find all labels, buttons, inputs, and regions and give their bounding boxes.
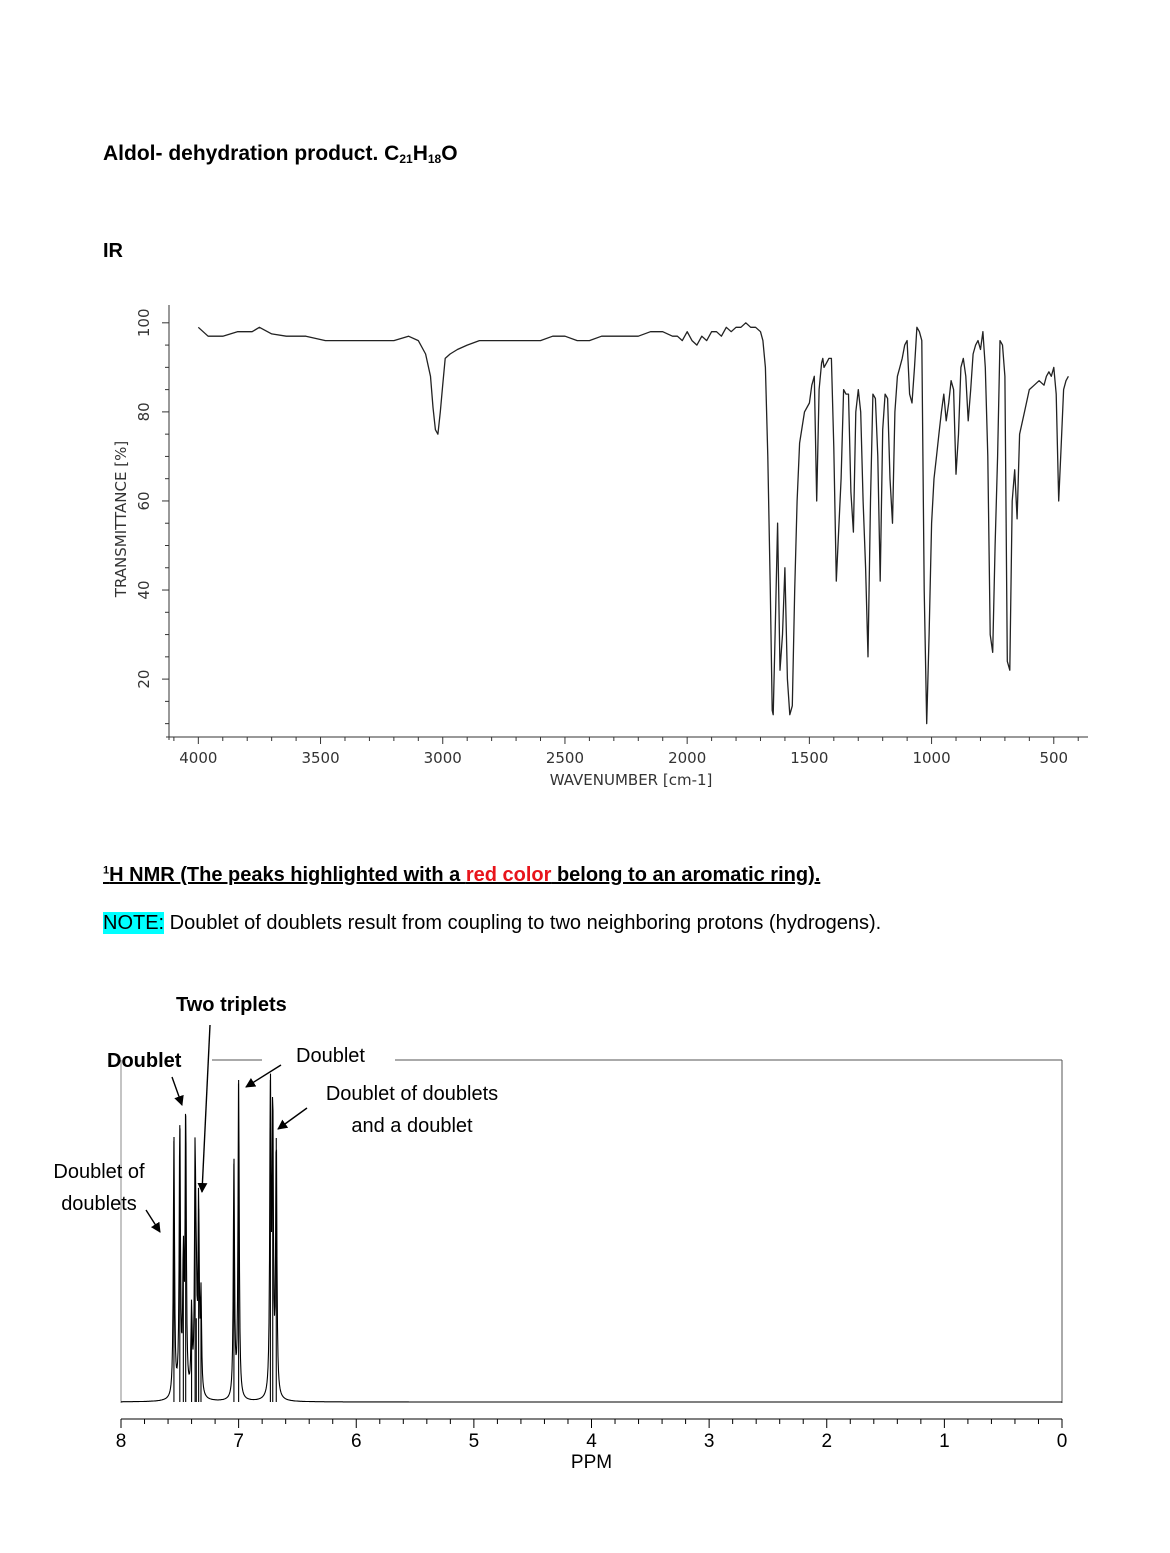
ir-y-tick-label: 40 <box>135 580 153 600</box>
arrow-doublet-of-doublets <box>146 1210 160 1232</box>
nmr-heading-red: red color <box>465 864 552 886</box>
nmr-x-tick-label: 4 <box>586 1431 597 1452</box>
nmr-heading-pre: H NMR (The peaks highlighted with a <box>109 864 466 886</box>
nmr-spectrum-line <box>121 1074 1062 1402</box>
ir-y-tick-label: 80 <box>135 402 153 422</box>
nmr-x-tick-label: 0 <box>1056 1431 1068 1452</box>
nmr-x-tick-label: 8 <box>115 1431 127 1452</box>
ir-heading: IR <box>103 240 123 262</box>
annotation-doublet-of-doublets-line2: doublets <box>61 1193 137 1215</box>
annotation-doublet-red: Doublet <box>107 1050 182 1072</box>
title-text: Aldol- dehydration product. C <box>103 142 400 165</box>
nmr-x-tick-label: 3 <box>703 1431 715 1452</box>
ir-x-tick-label: 4000 <box>179 749 218 767</box>
nmr-x-tick-label: 5 <box>468 1431 480 1452</box>
ir-y-tick-label: 100 <box>135 308 153 338</box>
nmr-x-label: PPM <box>570 1452 613 1473</box>
nmr-heading-post: belong to an aromatic ring). <box>551 864 821 886</box>
title-sub-carbon: 21 <box>399 152 413 166</box>
annotation-two-triplets: Two triplets <box>176 994 287 1016</box>
annotation-doublet: Doublet <box>296 1045 365 1067</box>
ir-x-label: WAVENUMBER [cm-1] <box>549 771 713 789</box>
nmr-x-tick-label: 2 <box>821 1431 833 1452</box>
nmr-heading-sup: 1 <box>103 864 110 877</box>
ir-chart <box>112 305 1088 789</box>
ir-y-tick-label: 60 <box>135 491 153 511</box>
annotation-dd-and-doublet-line2: and a doublet <box>351 1115 473 1137</box>
title-hydrogen: H <box>412 142 428 165</box>
nmr-chart <box>53 994 1067 1473</box>
ir-x-tick-label: 2000 <box>668 749 707 767</box>
arrow-two-triplets <box>202 1025 210 1192</box>
arrow-dd-and-doublet <box>278 1108 307 1129</box>
note-label: NOTE: <box>103 912 165 934</box>
ir-x-tick-label: 1500 <box>790 749 829 767</box>
nmr-x-tick-label: 1 <box>939 1431 950 1452</box>
ir-x-tick-label: 3500 <box>301 749 340 767</box>
arrow-doublet <box>246 1065 281 1087</box>
ir-spectrum-line <box>198 323 1068 724</box>
nmr-x-tick-label: 6 <box>350 1431 362 1452</box>
ir-x-tick-label: 1000 <box>912 749 951 767</box>
title-oxygen: O <box>441 142 458 165</box>
ir-x-tick-label: 3000 <box>423 749 462 767</box>
arrow-doublet-red <box>172 1077 182 1105</box>
ir-y-tick-label: 20 <box>135 669 153 689</box>
ir-x-tick-label: 2500 <box>545 749 585 767</box>
ir-x-tick-label: 500 <box>1039 749 1069 767</box>
title-sub-hydrogen: 18 <box>427 152 442 166</box>
note-text: Doublet of doublets result from coupling to two neighboring protons (hydrogens). <box>164 912 882 934</box>
nmr-x-tick-label: 7 <box>233 1431 244 1452</box>
annotation-doublet-of-doublets-line1: Doublet of <box>53 1161 145 1183</box>
annotation-dd-and-doublet-line1: Doublet of doublets <box>325 1083 499 1105</box>
ir-y-label: TRANSMITTANCE [%] <box>112 440 130 598</box>
